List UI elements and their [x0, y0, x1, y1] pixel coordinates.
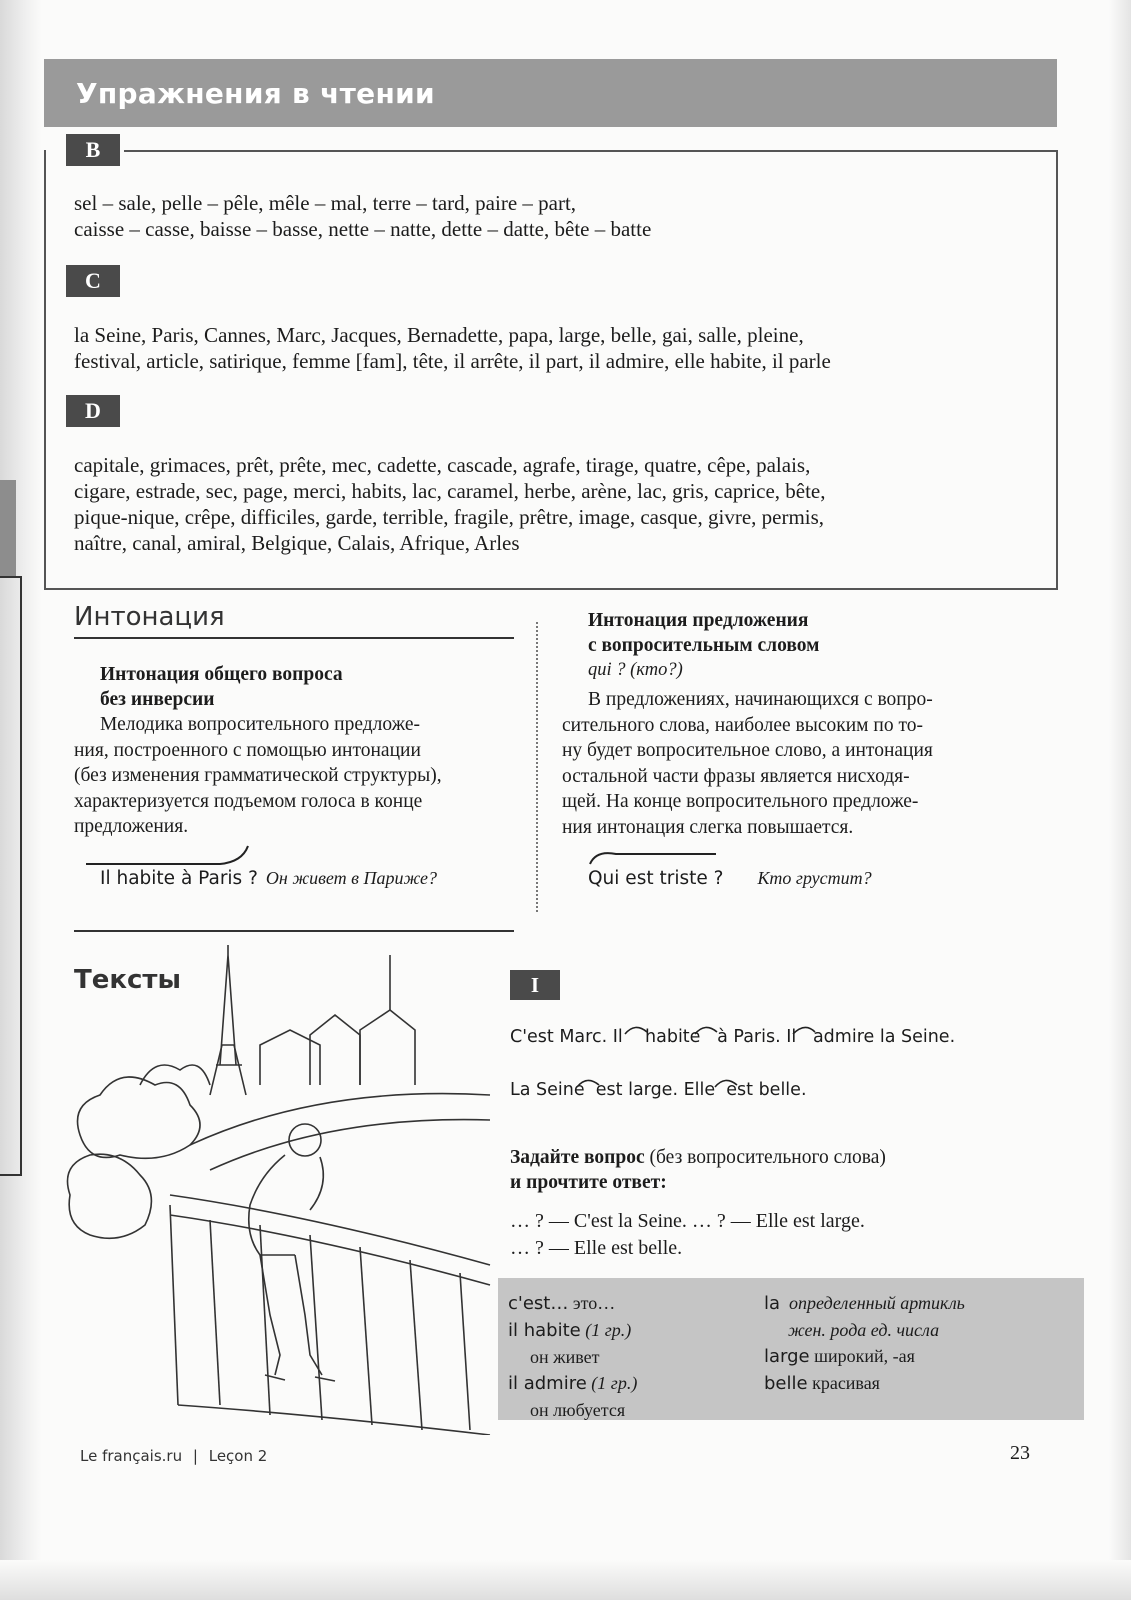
- intonation-left-heading: [100, 662, 343, 712]
- body-line: ну будет вопросительное слово, а интонация: [562, 740, 933, 761]
- vocab-russian: он любуется: [530, 1400, 626, 1420]
- text-segment: à Paris. Il: [717, 1027, 797, 1047]
- adjacent-page-tab: [0, 480, 16, 576]
- intonation-curve-right: [586, 846, 726, 870]
- exercise-b-line: caisse – casse, baisse – basse, nette – natte, dette – datte, bête – batte: [74, 217, 652, 241]
- footer-book: Le français.ru: [80, 1447, 183, 1465]
- exercise-c-text: [74, 322, 831, 374]
- text-task: [510, 1145, 886, 1195]
- vocab-russian: он живет: [530, 1347, 600, 1367]
- vocab-note: (1 гр.): [591, 1373, 638, 1393]
- text-segment: La Seine: [510, 1080, 585, 1100]
- heading-line: Интонация предложения: [588, 610, 809, 631]
- exercise-label-b: B: [66, 134, 120, 166]
- text-questions: [510, 1208, 865, 1262]
- intonation-rule: [74, 637, 514, 639]
- text-segment: habite: [645, 1027, 701, 1047]
- intonation-left-example: [100, 868, 437, 889]
- example-russian: Кто грустит?: [757, 868, 872, 888]
- heading-line: с вопросительным словом: [588, 635, 820, 656]
- footer-lesson: Leçon 2: [208, 1447, 268, 1465]
- vocab-note: (1 гр.): [585, 1320, 632, 1340]
- heading-line: Интонация общего вопроса: [100, 664, 343, 685]
- exercise-d-line: pique-nique, crêpe, difficiles, garde, terrible, fragile, prêtre, image, casque, givre, permis,: [74, 505, 825, 529]
- task-instruction: Задайте вопрос: [510, 1147, 645, 1168]
- exercise-c-line: la Seine, Paris, Cannes, Marc, Jacques, Bernadette, papa, large, belle, gai, salle, pleine,: [74, 323, 804, 347]
- footer-separator: |: [192, 1447, 198, 1465]
- adjacent-page-box: [0, 576, 22, 1176]
- question-line: … ? — Elle est belle.: [510, 1237, 683, 1259]
- vocab-russian: жен. рода ед. числа: [788, 1320, 940, 1340]
- text-segment: est large. Elle: [595, 1080, 716, 1100]
- intonation-right-heading: [588, 608, 819, 683]
- intonation-right-body: [562, 687, 1012, 840]
- vocab-french: la: [764, 1293, 781, 1314]
- vocabulary-right: [764, 1290, 965, 1397]
- liaison-marks-2: [575, 1075, 775, 1089]
- vocab-russian: красивая: [812, 1373, 880, 1393]
- paris-bridge-illustration: [60, 935, 500, 1435]
- heading-line: qui ? (кто?): [588, 660, 683, 680]
- body-line: ния интонация слегка повышается.: [562, 816, 854, 838]
- text-label-i: I: [510, 970, 560, 1000]
- vocab-french: il habite: [508, 1320, 581, 1341]
- box-top-border: [124, 150, 1056, 152]
- intonation-curve-left: [80, 842, 260, 870]
- body-line: Мелодика вопросительного предложе-: [100, 714, 421, 735]
- example-french: Qui est triste ?: [588, 868, 724, 889]
- exercise-d-line: cigare, estrade, sec, page, merci, habits, lac, caramel, herbe, arène, lac, gris, caprice, bête,: [74, 479, 826, 503]
- body-line: (без изменения грамматической структуры),: [74, 765, 442, 786]
- banner-title: Упражнения в чтении: [76, 77, 435, 110]
- vocab-russian: широкий, -ая: [814, 1346, 915, 1366]
- texts-title: Тексты: [74, 965, 182, 995]
- vocab-russian: это…: [572, 1293, 616, 1313]
- exercise-b-line: sel – sale, pelle – pêle, mêle – mal, terre – tard, paire – part,: [74, 191, 577, 215]
- section-rule: [74, 930, 514, 932]
- body-line: характеризуется подъемом голоса в конце: [74, 790, 423, 812]
- vocab-french: il admire: [508, 1373, 587, 1394]
- intonation-title: Интонация: [74, 602, 225, 632]
- column-divider: [536, 622, 538, 912]
- page-edge-bottom: [0, 1560, 1131, 1600]
- exercise-label-d: D: [66, 395, 120, 427]
- text-segment: C'est Marc. Il: [510, 1027, 623, 1047]
- liaison-marks-1: [615, 1022, 955, 1036]
- page-edge-right: [1109, 0, 1131, 1600]
- text-segment: est belle.: [726, 1080, 807, 1100]
- text-segment: admire la Seine.: [812, 1027, 956, 1047]
- vocab-russian: определенный артикль: [789, 1293, 965, 1313]
- example-russian: Он живет в Париже?: [265, 868, 437, 888]
- body-line: ния, построенного с помощью интонации: [74, 739, 421, 761]
- exercise-d-line: capitale, grimaces, prêt, prête, mec, cadette, cascade, agrafe, tirage, quatre, cêpe, palais,: [74, 453, 811, 477]
- body-line: предложения.: [74, 816, 189, 837]
- intonation-left-body: [74, 712, 514, 840]
- exercise-b-text: [74, 190, 651, 242]
- vocab-french: c'est…: [508, 1293, 569, 1314]
- heading-line: без инверсии: [100, 689, 215, 710]
- body-line: В предложениях, начинающихся с вопро-: [588, 689, 933, 710]
- vocab-french: large: [764, 1346, 810, 1367]
- vocab-french: belle: [764, 1373, 808, 1394]
- question-line: … ? — C'est la Seine. … ? — Elle est large.: [510, 1210, 865, 1232]
- exercise-c-line: festival, article, satirique, femme [fam], tête, il arrête, il part, il admire, elle habite, il parle: [74, 349, 831, 373]
- intonation-right-example: [588, 868, 872, 889]
- exercise-label-c: C: [66, 265, 120, 297]
- body-line: щей. На конце вопросительного предложе-: [562, 791, 919, 812]
- task-note: (без вопросительного слова): [644, 1147, 886, 1168]
- page-number: 23: [1010, 1442, 1030, 1464]
- example-french: Il habite à Paris ?: [100, 868, 258, 889]
- footer-book-info: [80, 1447, 267, 1465]
- exercise-d-text: [74, 452, 826, 556]
- body-line: остальной части фразы является нисходя-: [562, 765, 910, 787]
- exercise-d-line: naître, canal, amiral, Belgique, Calais, Afrique, Arles: [74, 531, 520, 555]
- section-banner: [44, 59, 1057, 127]
- task-instruction-2: и прочтите ответ:: [510, 1172, 667, 1193]
- body-line: сительного слова, наиболее высоким по то-: [562, 714, 923, 736]
- vocabulary-left: [508, 1290, 637, 1423]
